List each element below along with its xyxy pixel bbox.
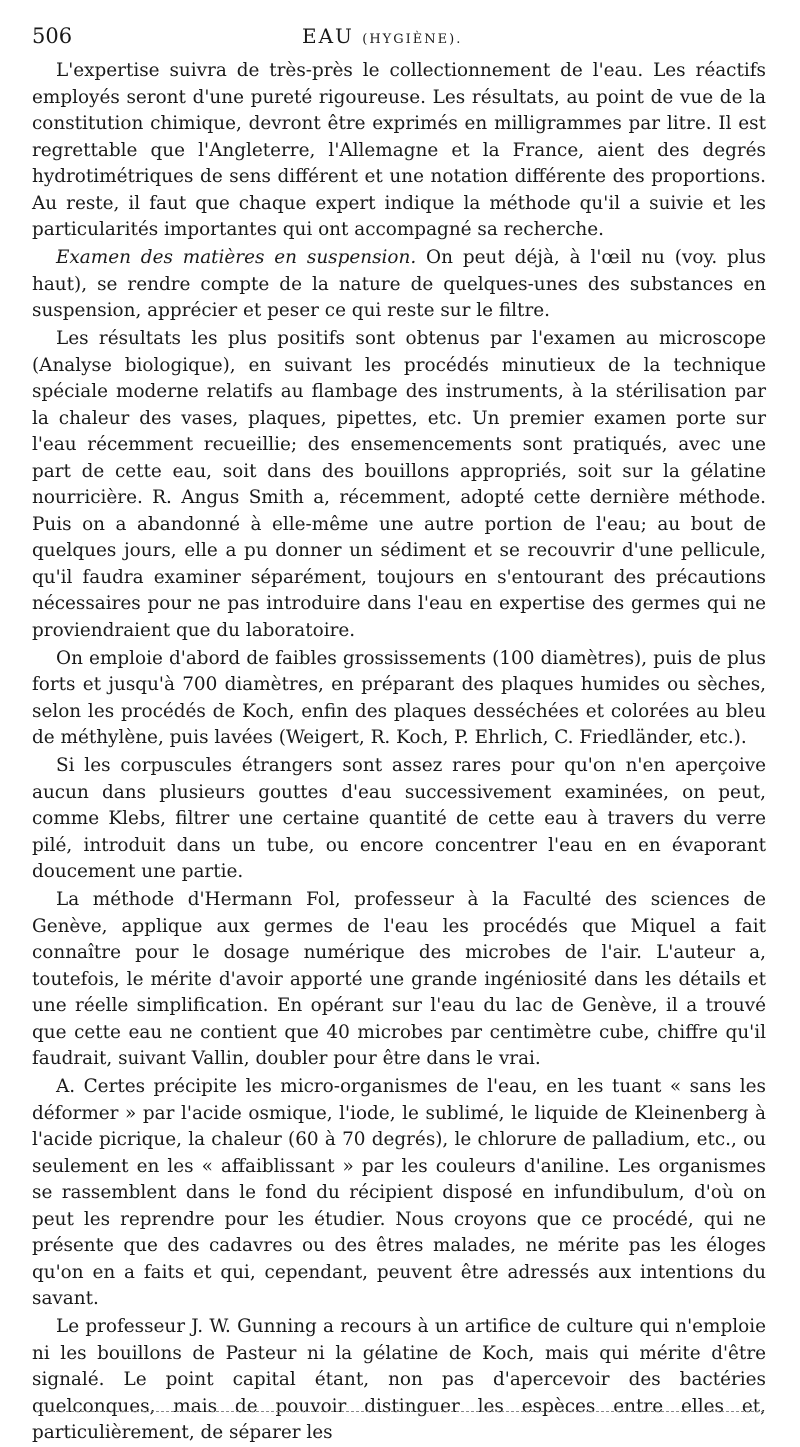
paragraph [32, 646, 766, 752]
paragraph-text: A. Certes précipite les micro-organismes de l'eau, en les tuant « sans les déformer » par l'acide osmique, l'iode, le sublimé, le liquide de Kleinenberg à l'acide picrique, la chaleur (60 à 70 degrés), le chlorure de palladium, etc., ou seulement en les « affaiblissant » par les couleurs d'aniline. Les organismes se rassemblent dans le fond du récipient disposé en infundibulum, d'où on peut les reprendre pour les étudier. Nous croyons que ce procédé, qui ne présente que des cadavres ou des êtres malades, ne mérite pas les éloges qu'on en a faits et qui, cependant, peuvent être adressés aux intentions du savant. [32, 1076, 766, 1309]
paragraph-text: Si les corpuscules étrangers sont assez rares pour qu'on n'en aperçoive aucun dans plusieurs gouttes d'eau successivement examinées, on peut, comme Klebs, filtrer une certaine quantité de cette eau à travers du verre pilé, introduit dans un tube, ou encore concentrer l'eau en en évaporant doucement une partie. [32, 755, 766, 882]
running-title-sub: (HYGIÈNE). [362, 32, 463, 47]
footer-rule [36, 1411, 764, 1412]
paragraph-text: Les résultats les plus positifs sont obtenus par l'examen au microscope (Analyse biologique), en suivant les procédés minutieux de la technique spéciale moderne relatifs au flambage des instruments, à la stérilisation par la chaleur des vases, plaques, pipettes, etc. Un premier examen porte sur l'eau récemment recueillie; des ensemencements sont pratiqués, avec une part de cette eau, soit dans des bouillons appropriés, soit sur la gélatine nourricière. R. Angus Smith a, récemment, adopté cette dernière méthode. Puis on a abandonné à elle-même une autre portion de l'eau; au bout de quelques jours, elle a pu donner un sédiment et se recouvrir d'une pellicule, qu'il faudra examiner séparément, toujours en s'entourant des précautions nécessaires pour ne pas introduire dans l'eau en expertise des germes qui ne proviendraient que du laboratoire. [32, 328, 766, 641]
paragraph-text: On peut déjà, à l'œil nu (voy. plus haut), se rendre compte de la nature de quelques-unes des substances en suspension, apprécier et peser ce qui reste sur le filtre. [32, 247, 766, 321]
paragraph [32, 245, 766, 325]
running-title [302, 24, 462, 48]
paragraph [32, 326, 766, 644]
body-text [32, 58, 766, 1447]
paragraph-text: La méthode d'Hermann Fol, professeur à la Faculté des sciences de Genève, applique aux germes de l'eau les procédés que Miquel a fait connaître pour le dosage numérique des microbes de l'air. L'auteur a, toutefois, le mérite d'avoir apporté une grande ingéniosité dans les détails et une réelle simplification. En opérant sur l'eau du lac de Genève, il a trouvé que cette eau ne contient que 40 microbes par centimètre cube, chiffre qu'il faudrait, suivant Vallin, doubler pour être dans le vrai. [32, 889, 766, 1069]
paragraph [32, 887, 766, 1073]
paragraph-text: Le professeur J. W. Gunning a recours à un artifice de culture qui n'emploie ni les bouillons de Pasteur ni la gélatine de Koch, mais qui mérite d'être signalé. Le point capital étant, non pas d'apercevoir des bactéries quelconques, mais de pouvoir distinguer les espèces entre elles et, particulièrement, de séparer les [32, 1316, 766, 1443]
paragraph-text: L'expertise suivra de très-près le collectionnement de l'eau. Les réactifs employés seront d'une pureté rigoureuse. Les résultats, au point de vue de la constitution chimique, devront être exprimés en milligrammes par litre. Il est regrettable que l'Angleterre, l'Allemagne et la France, aient des degrés hydrotimétriques de sens différent et une notation différente des proportions. Au reste, il faut que chaque expert indique la méthode qu'il a suivie et les particularités importantes qui ont accompagné sa recherche. [32, 60, 766, 240]
paragraph [32, 1314, 766, 1447]
paragraph [32, 58, 766, 244]
paragraph-text: On emploie d'abord de faibles grossissements (100 diamètres), puis de plus forts et jusqu'à 700 diamètres, en préparant des plaques humides ou sèches, selon les procédés de Koch, enfin des plaques desséchées et colorées au bleu de méthylène, puis lavées (Weigert, R. Koch, P. Ehrlich, C. Friedländer, etc.). [32, 647, 766, 748]
paragraph-italic-lead: Examen des matières en suspension. [56, 247, 417, 268]
paragraph [32, 753, 766, 886]
page-number: 506 [32, 24, 73, 48]
running-title-main: EAU [302, 24, 354, 48]
paragraph [32, 1074, 766, 1313]
page [32, 24, 766, 1447]
running-header [32, 24, 766, 50]
